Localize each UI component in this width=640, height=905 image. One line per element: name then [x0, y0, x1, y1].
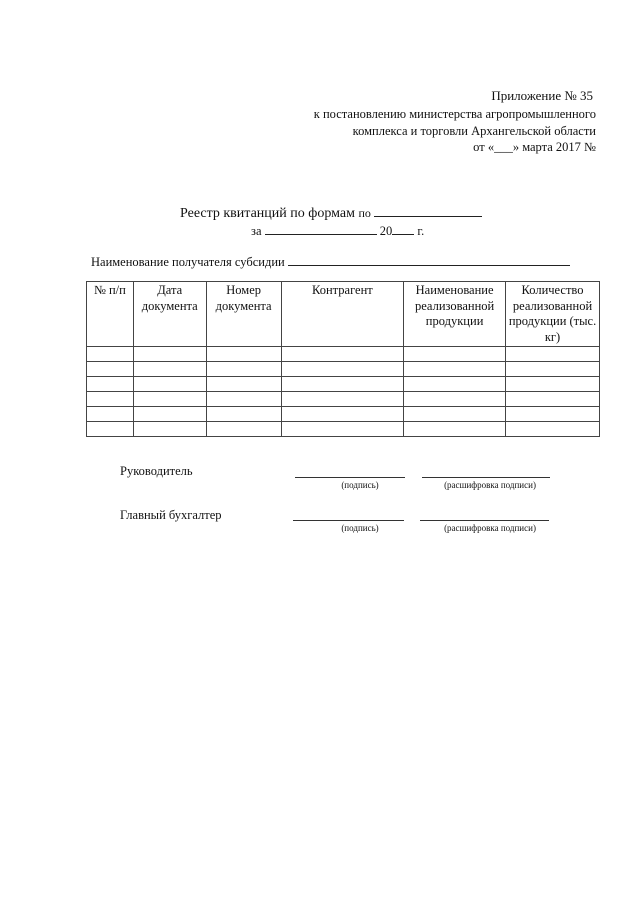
accountant-label: Главный бухгалтер: [120, 508, 222, 522]
register-table: [86, 281, 600, 437]
head-decode-line: [422, 477, 550, 478]
table-row: [87, 422, 600, 437]
head-signature-line: [295, 477, 405, 478]
recipient-row: [91, 255, 570, 270]
head-signature-hint: (подпись): [341, 480, 379, 490]
table-row: [87, 362, 600, 377]
appendix-line-2: комплекса и торговли Архангельской области: [352, 123, 596, 138]
header-number: № п/п: [87, 282, 134, 347]
recipient-label: Наименование получателя субсидии: [91, 255, 285, 269]
period-year: 20: [379, 224, 393, 238]
table-row: [87, 347, 600, 362]
register-title-text: Реестр квитанций по формам: [180, 206, 355, 221]
period-prefix: за: [251, 224, 262, 238]
header-counterparty: Контрагент: [281, 282, 404, 347]
appendix-title: Приложение № 35: [491, 88, 593, 103]
register-period: [251, 224, 424, 239]
appendix-line-3: от «___» марта 2017 №: [473, 140, 596, 154]
table-row: [87, 407, 600, 422]
period-suffix: г.: [417, 224, 425, 238]
period-year-blank: [392, 234, 414, 235]
appendix-line-1: к постановлению министерства агропромышленного: [313, 107, 596, 121]
accountant-signature-line: [293, 520, 404, 521]
register-title-po: по: [358, 206, 371, 220]
register-form-blank: [374, 216, 482, 217]
head-decode-hint: (расшифровка подписи): [444, 480, 536, 490]
head-label: Руководитель: [120, 464, 193, 478]
register-title: [180, 206, 482, 222]
recipient-blank: [288, 265, 570, 266]
header-doc-date: Дата документа: [133, 282, 206, 347]
header-product-name: Наименование реализованной продукции: [404, 282, 506, 347]
header-doc-number: Номер документа: [206, 282, 281, 347]
accountant-signature-hint: (подпись): [341, 523, 379, 533]
table-row: [87, 377, 600, 392]
table-row: [87, 392, 600, 407]
accountant-decode-hint: (расшифровка подписи): [444, 523, 536, 533]
appendix-reference: [314, 106, 596, 156]
period-month-blank: [265, 234, 377, 235]
header-product-quantity: Количество реализованной продукции (тыс. кг): [506, 282, 600, 347]
table-header-row: [87, 282, 600, 347]
accountant-decode-line: [420, 520, 549, 521]
